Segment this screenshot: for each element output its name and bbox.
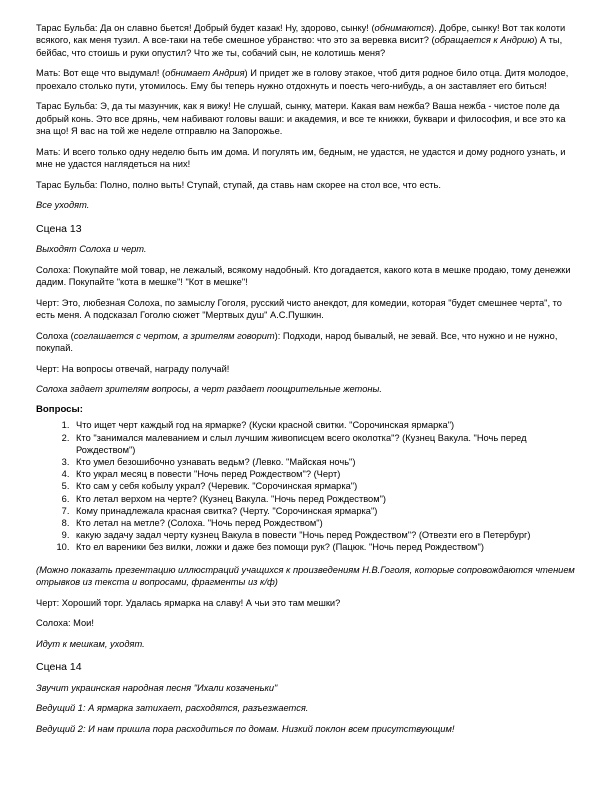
stage-remark: обнимает Андрия [165, 68, 245, 79]
question-item: 6. Кто летал верхом на черте? (Кузнец Вакула. "Ночь перед Рождеством") [72, 493, 576, 505]
dialogue-line [36, 67, 576, 92]
dialogue-line [36, 100, 576, 137]
dialogue-line [36, 363, 576, 375]
line-text: Это, любезная Солоха, по замыслу Гоголя, русский чисто анекдот, для комедии, которая "будет смешнее черта", то есть меня. А подсказал Гоголю сюжет "Мертвых душ" А.С.Пушкин. [36, 297, 562, 321]
dialogue-line [36, 146, 576, 171]
speaker-name: Черт: [36, 363, 60, 374]
speaker-name: Черт: [36, 297, 60, 308]
dialogue-line [36, 617, 576, 629]
presentation-note: (Можно показать презентацию иллюстраций учащихся к произведениям Н.В.Гоголя, которые сопровождаются чтением отрывков из текста и вопросами, фрагменты из к/ф) [36, 564, 575, 588]
dialogue-line [36, 264, 576, 289]
questions-list [36, 419, 576, 553]
line-text: ). Добре, сынку! Вот так колоти всякого, как меня тузил. А все-таки на тебе смешное убранство: что это за веревка висит? ( [36, 23, 566, 46]
dialogue-line [36, 597, 576, 609]
dialogue-line [36, 297, 576, 322]
line-text: На вопросы отвечай, награду получай! [59, 363, 230, 374]
line-text: Покупайте мой товар, не лежалый, всякому надобный. Кто догадается, какого кота в мешке продаю, тому денежки дадим. Покупайте "кота в мешке"! "Кот в мешке"! [36, 264, 571, 288]
dialogue-block-middle [36, 264, 576, 375]
question-item: 8. Кто летал на метле? (Солоха. "Ночь перед Рождеством") [72, 517, 576, 529]
line-text: Хороший торг. Удалась ярмарка на славу! А чьи это там мешки? [59, 597, 341, 608]
question-item: 3. Кто умел безошибочно узнавать ведьм? (Левко. "Майская ночь") [72, 456, 576, 468]
speaker-name: Мать: [36, 68, 61, 79]
question-item: 5. Кто сам у себя кобылу украл? (Черевик. "Сорочинская ярмарка") [72, 480, 576, 492]
speaker-name: Солоха: [36, 618, 71, 629]
dialogue-line [36, 330, 576, 355]
speaker-name: Черт: [36, 597, 60, 608]
stage-remark: соглашается с чертом, а зрителям говорит [73, 330, 275, 341]
stage-direction: Все уходят. [36, 200, 90, 211]
scene-14-line: Ведущий 2: И нам пришла пора расходиться по домам. Низкий поклон всем присутствующим! [36, 723, 455, 734]
stage-remark: обращается к Андрию [434, 35, 535, 46]
scene-13-heading: Сцена 13 [36, 222, 82, 235]
question-item: 4. Кто украл месяц в повести "Ночь перед Рождеством"? (Черт) [72, 468, 576, 480]
document-body [36, 22, 576, 743]
dialogue-block-lower [36, 597, 576, 630]
speaker-name: Тарас Бульба: [36, 179, 98, 190]
speaker-name: Тарас Бульба: [36, 101, 98, 112]
stage-direction: Идут к мешкам, уходят. [36, 638, 145, 649]
scene-14-heading: Сцена 14 [36, 661, 82, 674]
line-text: И всего только одну неделю быть им дома. И погулять им, бедным, не удастся, не удастся и дому родного узнать, и мне не удастся наглядеться на них! [36, 146, 566, 170]
question-item: 9. какую задачу задал черту кузнец Вакула в повести "Ночь перед Рождеством"? (Отвезти его в Петербург) [72, 529, 576, 541]
speaker-name: Солоха [36, 330, 68, 341]
question-item: 2. Кто "занимался малеванием и слыл лучшим живописцем всего околотка"? (Кузнец Вакула. "Ночь перед Рождеством") [72, 432, 576, 456]
scene-14-line: Ведущий 1: А ярмарка затихает, расходятся, разъезжается. [36, 703, 309, 714]
question-item: 7. Кому принадлежала красная свитка? (Черту. "Сорочинская ярмарка") [72, 505, 576, 517]
questions-heading: Вопросы: [36, 404, 83, 415]
line-text: Мои! [70, 618, 94, 629]
stage-direction: Выходят Солоха и черт. [36, 244, 147, 255]
question-item: 1. Что ищет черт каждый год на ярмарке? (Куски красной свитки. "Сорочинская ярмарка") [72, 419, 576, 431]
speaker-name: Тарас Бульба: [36, 23, 98, 33]
line-text: ): Подходи, народ бывалый, не зевай. Все, что нужно и не нужно, покупай. [36, 330, 558, 354]
line-text: ) А ты, бейбас, что стоишь и руки опустил? Что же ты, собачий сын, не колотишь меня? [36, 35, 563, 58]
speaker-name: Солоха: [36, 264, 71, 275]
line-text: Э, да ты мазунчик, как я вижу! Не слушай, сынку, матери. Какая вам нежба? Ваша нежба - чистое поле да добрый конь. Это все дрянь, чем набивают головы ваши: и академия, и все те книжки, буквари и философия, и все это ка зна що! Я вас на той же неделе отправлю на Запорожье. [36, 101, 566, 137]
dialogue-line [36, 22, 576, 59]
line-text: ( [68, 330, 74, 341]
line-text: ) И придет же в голову этакое, чтоб дитя родное било отца. Дитя молодое, проехало столько пути, утомилось. Ему бы теперь нужно отдохнуть и поесть чего-нибудь, а он заставляет его биться! [36, 68, 569, 91]
question-item: 10. Кто ел вареники без вилки, ложки и даже без помощи рук? (Пацюк. "Ночь перед Рождеством") [72, 541, 576, 553]
line-text: Да он славно бьется! Добрый будет казак! Ну, здорово, сынку! ( [97, 23, 375, 33]
dialogue-line [36, 179, 576, 191]
dialogue-block-top [36, 22, 576, 191]
stage-direction: Солоха задает зрителям вопросы, а черт раздает поощрительные жетоны. [36, 384, 382, 395]
scene-14-line: Звучит украинская народная песня "Ихали козаченьки" [36, 682, 278, 693]
line-text: Вот еще что выдумал! ( [60, 68, 166, 79]
speaker-name: Мать: [36, 146, 61, 157]
line-text: Полно, полно выть! Ступай, ступай, да ставь нам скорее на стол все, что есть. [97, 179, 441, 190]
stage-remark: обнимаются [374, 23, 432, 33]
